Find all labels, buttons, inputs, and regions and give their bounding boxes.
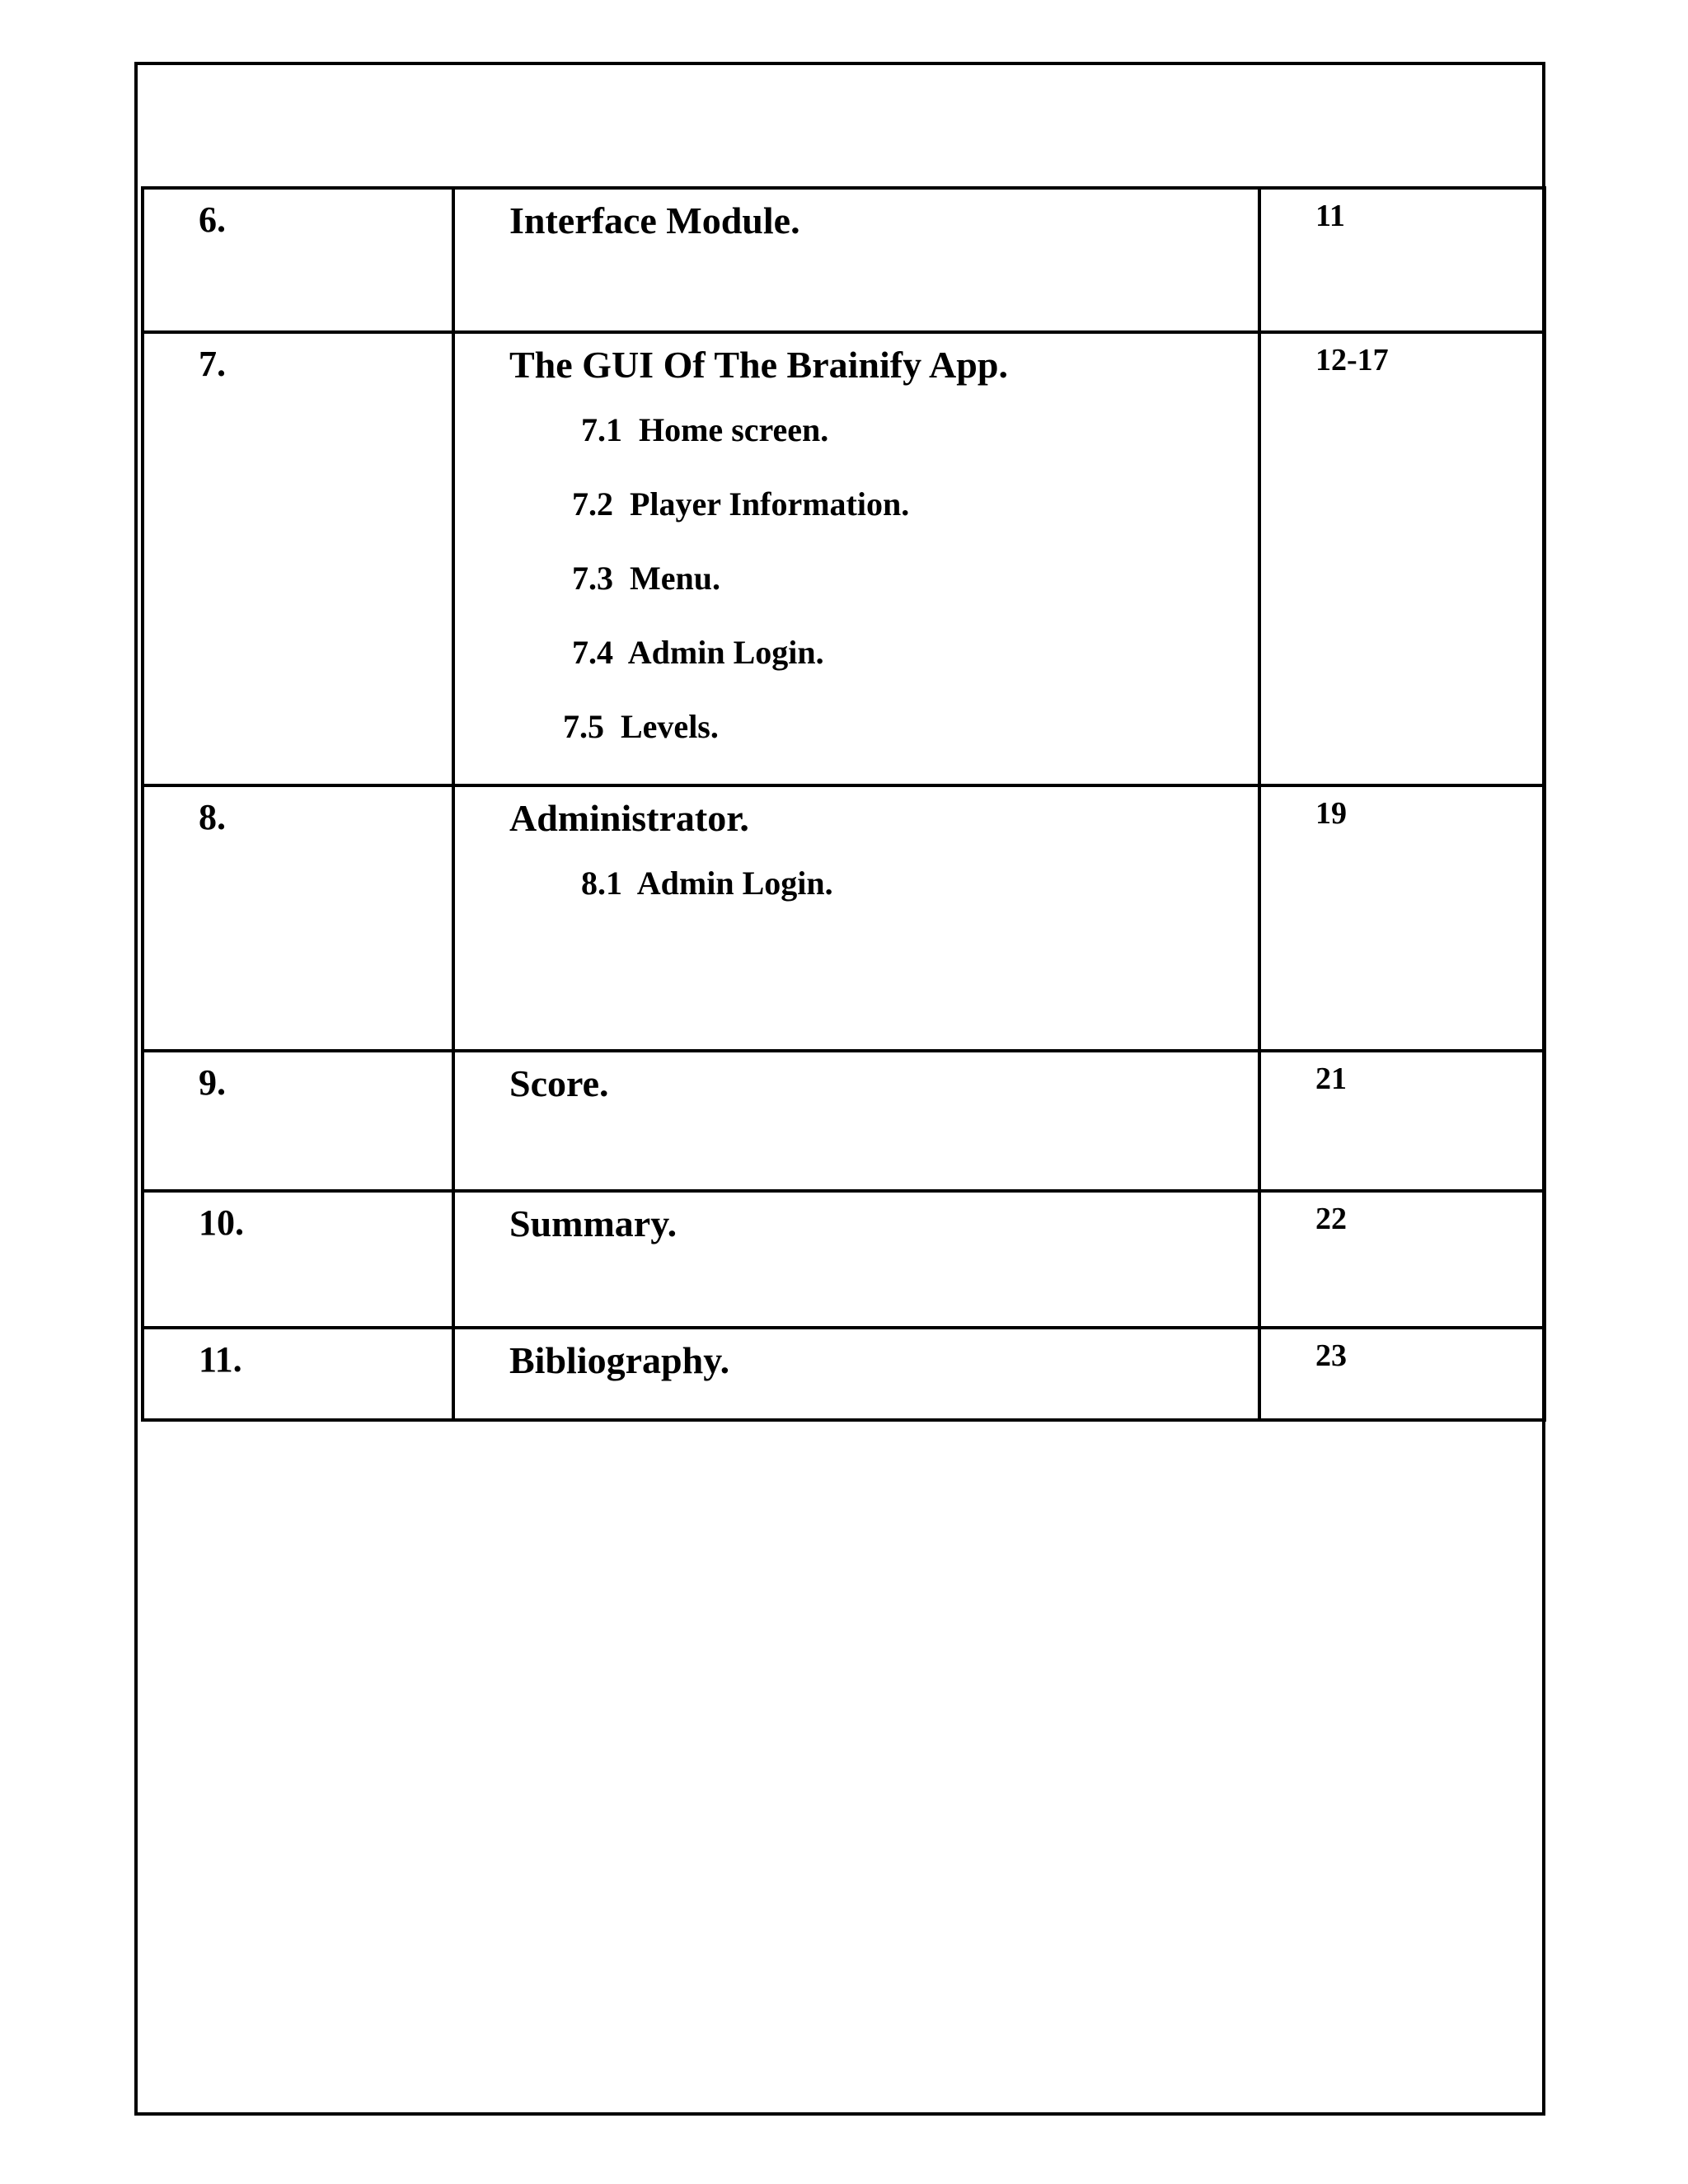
subsection-list [455, 863, 1258, 937]
page-number: 11 [1315, 199, 1345, 233]
page-number-cell [1259, 332, 1545, 785]
subsection-item: 7.5 Levels. [563, 707, 719, 745]
section-number-cell [143, 188, 453, 332]
page-number: 23 [1315, 1338, 1347, 1373]
page-number: 22 [1315, 1202, 1347, 1236]
subsection-item: 7.1 Home screen. [581, 410, 829, 448]
table-of-contents [141, 186, 1546, 1422]
section-number: 11. [199, 1339, 242, 1380]
section-title-cell [453, 1051, 1259, 1191]
section-number: 10. [199, 1202, 244, 1243]
section-title-cell [453, 785, 1259, 1051]
subsection-item: 7.3 Menu. [572, 559, 720, 597]
toc-row [143, 1191, 1545, 1328]
section-title: The GUI Of The Brainify App. [509, 344, 1008, 386]
section-title-cell [453, 332, 1259, 785]
subsection-item: 7.2 Player Information. [572, 485, 910, 523]
section-number: 8. [199, 797, 226, 837]
section-number: 6. [199, 199, 226, 240]
page-number: 21 [1315, 1062, 1347, 1096]
section-number-cell [143, 1051, 453, 1191]
section-number-cell [143, 1328, 453, 1420]
toc-row [143, 332, 1545, 785]
section-number-cell [143, 1191, 453, 1328]
section-number-cell [143, 785, 453, 1051]
page-number-cell [1259, 1191, 1545, 1328]
section-title: Interface Module. [509, 199, 800, 241]
page-number-cell [1259, 1328, 1545, 1420]
section-number: 9. [199, 1062, 226, 1103]
subsection-item: 7.4 Admin Login. [572, 633, 824, 671]
section-title: Summary. [509, 1202, 678, 1244]
section-title: Bibliography. [509, 1339, 730, 1381]
section-title: Administrator. [509, 797, 749, 839]
subsection-list [455, 410, 1258, 780]
section-number-cell [143, 332, 453, 785]
toc-row [143, 1328, 1545, 1420]
section-title-cell [453, 1191, 1259, 1328]
section-title-cell [453, 188, 1259, 332]
section-title-cell [453, 1328, 1259, 1420]
page-number-cell [1259, 785, 1545, 1051]
toc-row [143, 785, 1545, 1051]
section-title: Score. [509, 1062, 609, 1104]
section-number: 7. [199, 344, 226, 384]
page-number: 19 [1315, 796, 1347, 831]
subsection-item: 8.1 Admin Login. [581, 864, 833, 902]
page-number-cell [1259, 188, 1545, 332]
toc-row [143, 1051, 1545, 1191]
page-number: 12-17 [1315, 343, 1389, 377]
toc-row [143, 188, 1545, 332]
page-number-cell [1259, 1051, 1545, 1191]
